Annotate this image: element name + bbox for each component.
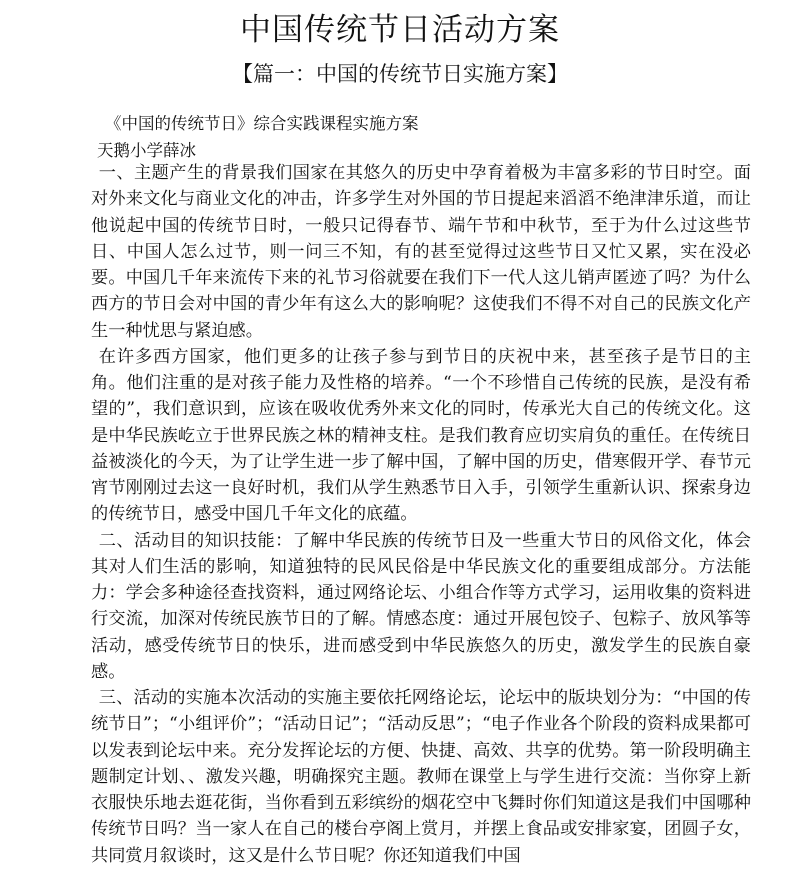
- document-subtitle: 【篇一：中国的传统节日实施方案】: [232, 62, 568, 86]
- document-body: [91, 160, 751, 869]
- author-line: 天鹅小学薛冰: [97, 141, 196, 160]
- paragraph-implementation: 三、活动的实施本次活动的实施主要依托网络论坛，论坛中的版块划分为：“中国的传统节日”；“小组评价”；“活动日记”；“活动反思”；“电子作业各个阶段的资料成果都可以发表到论坛中来。充分发挥论坛的方便、快捷、高效、共享的优势。第一阶段明确主题制定计划、、激发兴趣，明确探究主题。教师在课堂上与学生进行交流：当你穿上新衣服快乐地去逛花街，当你看到五彩缤纷的烟花空中飞舞时你们知道这是我们中国哪种传统节日吗？当一家人在自己的楼台亭阁上赏月，并摆上食品或安排家宴，团圆子女，共同赏月叙谈时，这又是什么节日呢？你还知道我们中国: [91, 688, 751, 866]
- course-title: 《中国的传统节日》综合实践课程实施方案: [105, 114, 419, 133]
- paragraph-western-countries: 在许多西方国家，他们更多的让孩子参与到节日的庆祝中来，甚至孩子是节日的主角。他们注重的是对孩子能力及性格的培养。“一个不珍惜自己传统的民族，是没有希望的”，我们意识到，应该在吸收优秀外来文化的同时，传承光大自己的传统文化。这是中华民族屹立于世界民族之林的精神支柱。是我们教育应切实肩负的重任。在传统日益被淡化的今天，为了让学生进一步了解中国，了解中国的历史，借寒假开学、春节元宵节刚刚过去这一良好时机，我们从学生熟悉节日入手，引领学生重新认识、探索身边的传统节日，感受中国几千年文化的底蕴。: [91, 346, 751, 525]
- paragraph-objectives: 二、活动目的知识技能：了解中华民族的传统节日及一些重大节日的风俗文化，体会其对人们生活的影响，知道独特的民风民俗是中华民族文化的重要组成部分。方法能力：学会多种途径查找资料，通过网络论坛、小组合作等方式学习，运用收集的资料进行交流，加深对传统民族节日的了解。情感态度：通过开展包饺子、包粽子、放风筝等活动，感受传统节日的快乐，进而感受到中华民族悠久的历史，激发学生的民族自豪感。: [91, 530, 751, 682]
- document-title: 中国传统节日活动方案: [240, 12, 560, 48]
- paragraph-background: 一、主题产生的背景我们国家在其悠久的历史中孕育着极为丰富多彩的节日时空。面对外来文化与商业文化的冲击，许多学生对外国的节日提起来滔滔不绝津津乐道，而让他说起中国的传统节日时，一般只记得春节、端午节和中秋节，至于为什么过这些节日、中国人怎么过节，则一问三不知，有的甚至觉得过这些节日又忙又累，实在没必要。中国几千年来流传下来的礼节习俗就要在我们下一代人这儿销声匿迹了吗？为什么西方的节日会对中国的青少年有这么大的影响呢？这使我们不得不对自己的民族文化产生一种忧思与紧迫感。: [91, 163, 751, 341]
